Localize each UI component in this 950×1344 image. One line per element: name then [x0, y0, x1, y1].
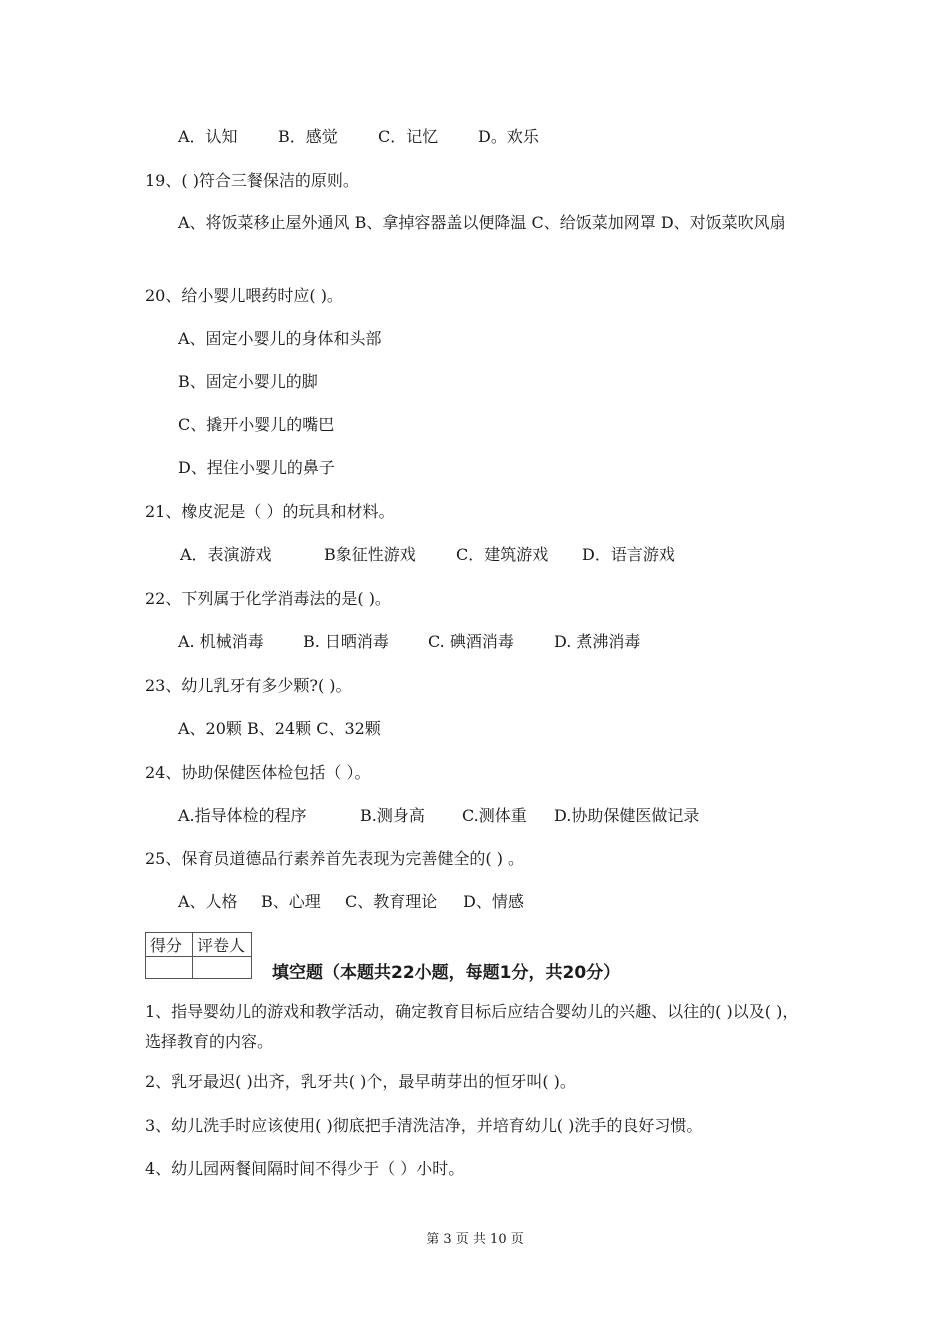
option: C、撬开小婴儿的嘴巴 — [178, 415, 335, 434]
page-footer: 第 3 页 共 10 页 — [426, 1232, 524, 1247]
option: B、固定小婴儿的脚 — [178, 372, 318, 391]
grader-cell — [193, 957, 252, 979]
question-options: A、将饭菜移止屋外通风 B、拿掉容器盖以便降温 C、给饭菜加网罩 D、对饭菜吹风扇 — [178, 213, 786, 232]
option: D.协助保健医做记录 — [554, 806, 700, 825]
option: B.测身高 — [360, 806, 425, 825]
option: D、情感 — [463, 892, 524, 911]
question-stem: 25、保育员道德品行素养首先表现为完善健全的( ) 。 — [145, 849, 525, 868]
fill-question: 2、乳牙最迟( )出齐，乳牙共( )个，最早萌芽出的恒牙叫( )。 — [145, 1072, 576, 1091]
question-options — [178, 631, 640, 653]
fill-question: 3、幼儿洗手时应该使用( )彻底把手清洗洁净，并培育幼儿( )洗手的良好习惯。 — [145, 1116, 703, 1135]
q18-options — [178, 126, 539, 148]
option: A．认知 — [178, 127, 238, 146]
option: C．建筑游戏 — [456, 545, 549, 564]
question-options — [180, 544, 675, 566]
question-stem: 24、协助保健医体检包括（ ）。 — [145, 763, 371, 782]
option: B、心理 — [261, 892, 321, 911]
option: C.测体重 — [462, 806, 527, 825]
option: D. 煮沸消毒 — [554, 632, 641, 651]
option: C．记忆 — [378, 127, 439, 146]
option: A、人格 — [178, 892, 238, 911]
option: A. 机械消毒 — [178, 632, 264, 651]
option: A.指导体检的程序 — [178, 806, 307, 825]
option: D。欢乐 — [478, 127, 539, 146]
score-table — [145, 932, 252, 979]
fill-question: 4、幼儿园两餐间隔时间不得少于（ ）小时。 — [145, 1159, 465, 1178]
option: C. 碘酒消毒 — [428, 632, 514, 651]
question-stem: 19、( )符合三餐保洁的原则。 — [145, 171, 359, 190]
option: D．语言游戏 — [582, 545, 675, 564]
question-stem: 23、幼儿乳牙有多少颗?( )。 — [145, 676, 352, 695]
score-cell — [146, 957, 193, 979]
question-options — [178, 891, 524, 913]
question-stem: 20、给小婴儿喂药时应( )。 — [145, 286, 343, 305]
fill-question: 1、指导婴幼儿的游戏和教学活动，确定教育目标后应结合婴幼儿的兴趣、以往的( )以及( )，选择教育的内容。 — [145, 1002, 799, 1051]
option: D、捏住小婴儿的鼻子 — [178, 458, 335, 477]
section-title: 填空题（本题共22小题，每题1分，共20分） — [272, 963, 621, 983]
option: B象征性游戏 — [324, 545, 416, 564]
question-options: A、20颗 B、24颗 C、32颗 — [178, 719, 381, 738]
option: A、固定小婴儿的身体和头部 — [178, 329, 382, 348]
question-options — [178, 805, 699, 827]
option: B. 日晒消毒 — [303, 632, 389, 651]
score-header: 得分 — [146, 933, 193, 957]
question-stem: 22、下列属于化学消毒法的是( )。 — [145, 589, 391, 608]
question-stem: 21、橡皮泥是（ ）的玩具和材料。 — [145, 502, 395, 521]
grader-header: 评卷人 — [193, 933, 252, 957]
option: A．表演游戏 — [180, 545, 272, 564]
option: C、教育理论 — [345, 892, 438, 911]
option: B．感觉 — [278, 127, 338, 146]
